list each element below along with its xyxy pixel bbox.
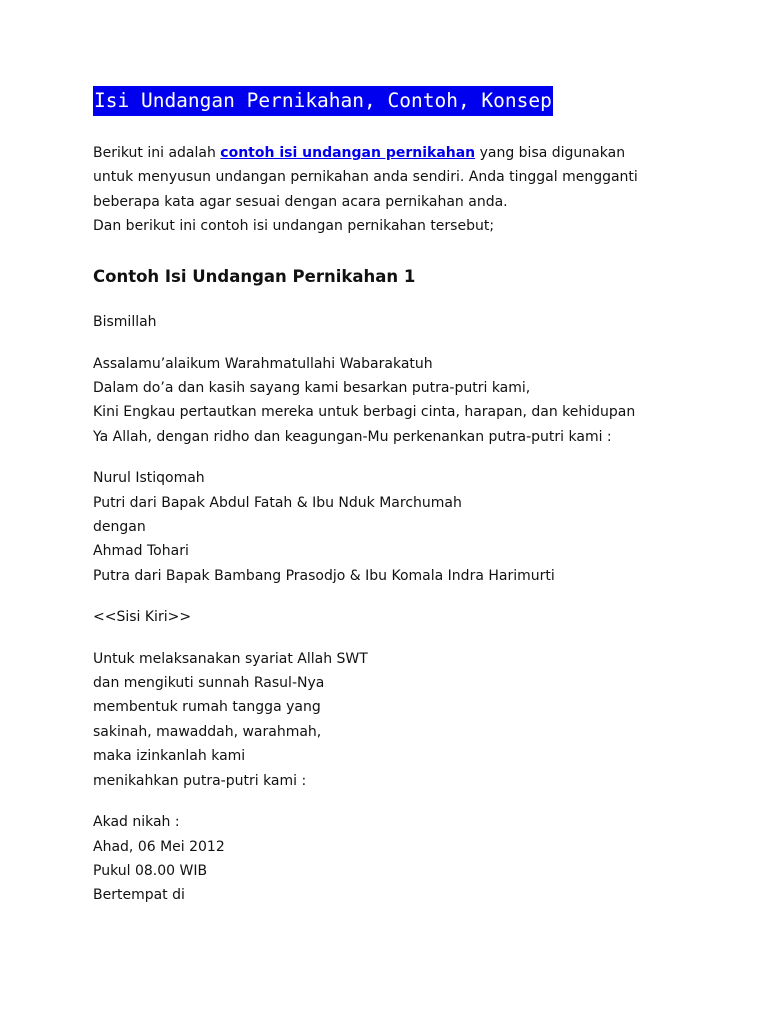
text-line: Putra dari Bapak Bambang Prasodjo & Ibu Komala Indra Harimurti [93,567,555,584]
intro-text-after-link: yang bisa digunakan [475,145,626,161]
intro-text-before-link: Berikut ini adalah [93,145,221,161]
text-line: Pukul 08.00 WIB [93,862,208,879]
intro-paragraph [93,141,733,238]
text-block-akad [93,810,733,908]
contoh-isi-undangan-link[interactable]: contoh isi undangan pernikahan [220,145,476,161]
text-line: Ahmad Tohari [93,543,189,560]
text-line: Ahad, 06 Mei 2012 [93,838,225,855]
text-line: <<Sisi Kiri>> [93,609,192,626]
text-line: menikahkan putra-putri kami : [93,772,307,789]
text-line: Akad nikah : [93,814,180,831]
text-line: Untuk melaksanakan syariat Allah SWT [93,650,368,667]
text-line: Nurul Istiqomah [93,470,205,487]
text-line: Dalam do’a dan kasih sayang kami besarkan putra-putri kami, [93,380,531,396]
text-line: Ya Allah, dengan ridho dan keagungan-Mu perkenankan putra-putri kami : [93,428,612,445]
intro-line-1 [93,141,733,165]
text-line: dengan [93,519,146,536]
text-block-syariat [93,647,733,793]
text-block-sisi-kiri [93,605,733,629]
text-line: Assalamu’alaikum Warahmatullahi Wabarakatuh [93,355,433,372]
text-block-salam [93,352,733,450]
intro-line: Dan berikut ini contoh isi undangan pernikahan tersebut; [93,217,495,234]
text-line: maka izinkanlah kami [93,748,246,765]
intro-line: untuk menyusun undangan pernikahan anda sendiri. Anda tinggal mengganti [93,169,638,186]
page-title: Isi Undangan Pernikahan, Contoh, Konsep [93,86,553,116]
intro-line: beberapa kata agar sesuai dengan acara pernikahan anda. [93,193,508,210]
document-page [93,86,733,908]
text-line: membentuk rumah tangga yang [93,699,321,716]
text-block-bismillah [93,310,733,334]
text-line: Bismillah [93,314,157,331]
text-line: Kini Engkau pertautkan mereka untuk berbagi cinta, harapan, dan kehidupan [93,404,636,421]
section-heading: Contoh Isi Undangan Pernikahan 1 [93,267,416,287]
text-block-couple [93,466,733,588]
text-line: dan mengikuti sunnah Rasul-Nya [93,675,325,692]
text-line: sakinah, mawaddah, warahmah, [93,723,322,740]
text-line: Putri dari Bapak Abdul Fatah & Ibu Nduk Marchumah [93,494,462,511]
text-line: Bertempat di [93,887,185,904]
